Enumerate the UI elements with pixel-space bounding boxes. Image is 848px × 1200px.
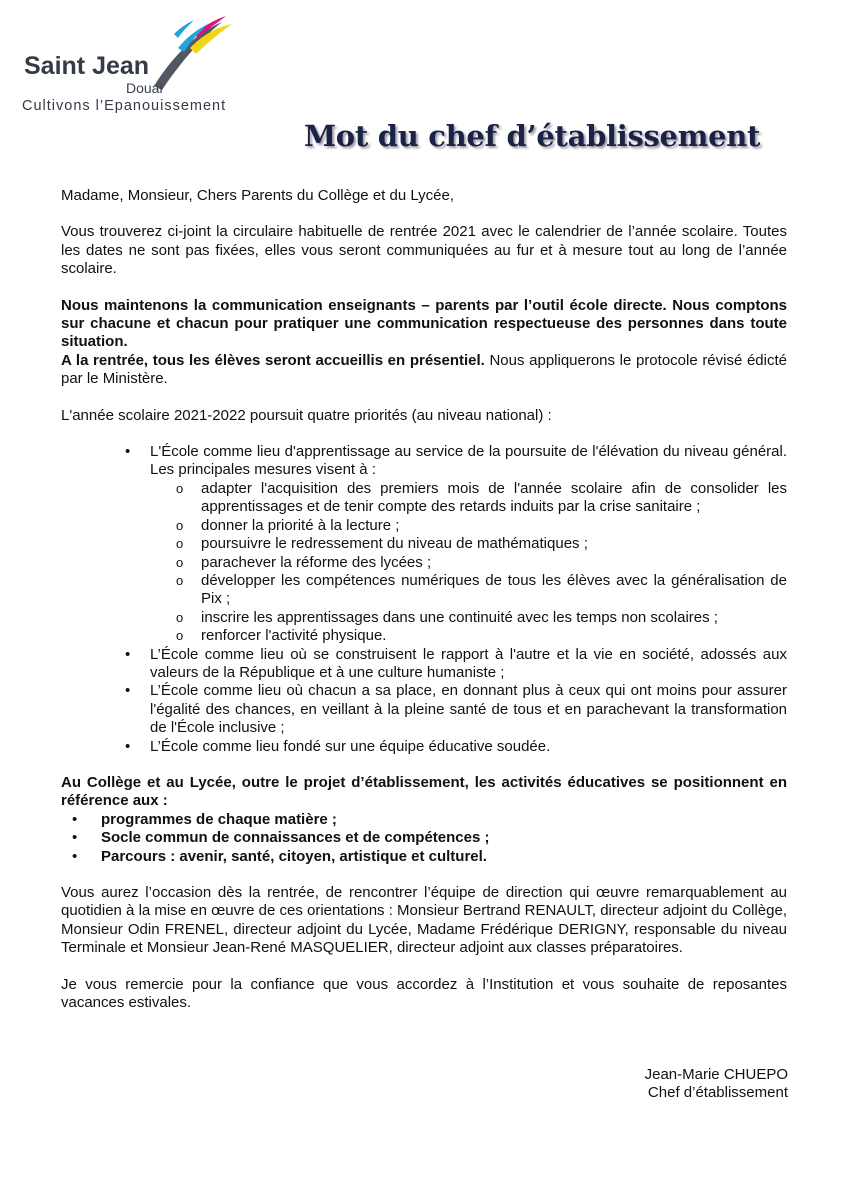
logo-tagline: Cultivons l’Epanouissement bbox=[22, 98, 227, 114]
communication-paragraph: Nous maintenons la communication enseignants – parents par l’outil école directe. Nous comptons sur chacune et chacun pour pratiquer une communication respectueuse des personnes dans toute situation. bbox=[61, 296, 787, 351]
page-title: Mot du chef d’établissement bbox=[304, 119, 761, 153]
logo-city: Douai bbox=[126, 80, 163, 96]
list-item: o développer les compétences numériques de tous les élèves avec la généralisation de Pix ; bbox=[201, 572, 787, 609]
list-item: o renforcer l'activité physique. bbox=[201, 627, 787, 645]
priorities-intro: L'année scolaire 2021-2022 poursuit quatre priorités (au niveau national) : bbox=[61, 406, 552, 424]
list-item: o poursuivre le redressement du niveau de mathématiques ; bbox=[201, 535, 787, 553]
rentree-paragraph bbox=[61, 352, 787, 389]
rentree-rest: Nous appliquerons le protocole révisé édicté par le Ministère. bbox=[61, 351, 787, 388]
direction-paragraph: Vous aurez l’occasion dès la rentrée, de rencontrer l’équipe de direction qui œuvre remarquablement au quotidien à la mise en œuvre de ces orientations : Monsieur Bertrand RENAULT, directeur adjoint du Collège, Monsieur Odin FRENEL, directeur adjoint du Lycée, Madame Frédérique DERIGNY, responsable du niveau Terminale et Monsieur Jean-René MASQUELIER, directeur adjoint aux classes préparatoires. bbox=[61, 884, 787, 957]
intro-paragraph: Vous trouverez ci-joint la circulaire habituelle de rentrée 2021 avec le calendrier de l’année scolaire. Toutes les dates ne sont pas fixées, elles vous seront communiquées au fur et à mesure tout au long de l’année scolaire. bbox=[61, 223, 787, 278]
list-item: • Parcours : avenir, santé, citoyen, artistique et culturel. bbox=[101, 848, 787, 866]
list-item: • L’École comme lieu où chacun a sa place, en donnant plus à ceux qui ont moins pour assurer l'égalité des chances, en veillant à la pleine santé de tous et en parachevant la transformation de l'École inclusive ; bbox=[150, 682, 787, 737]
list-item: o inscrire les apprentissages dans une continuité avec les temps non scolaires ; bbox=[201, 609, 787, 627]
priority-1-sublist bbox=[150, 480, 787, 646]
closing-paragraph: Je vous remercie pour la confiance que vous accordez à l’Institution et vous souhaite de reposantes vacances estivales. bbox=[61, 975, 787, 1012]
list-item: o donner la priorité à la lecture ; bbox=[201, 517, 787, 535]
signature-name: Jean-Marie CHUEPO bbox=[644, 1066, 788, 1083]
rentree-bold: A la rentrée, tous les élèves seront accueillis en présentiel. bbox=[61, 351, 485, 369]
signature-block bbox=[645, 1066, 788, 1103]
list-item: • L’École comme lieu où se construisent le rapport à l'autre et la vie en société, adossés aux valeurs de la République et à une culture humaniste ; bbox=[150, 646, 787, 683]
greeting: Madame, Monsieur, Chers Parents du Collège et du Lycée, bbox=[61, 187, 454, 204]
school-logo bbox=[16, 14, 246, 124]
letter-body bbox=[61, 187, 787, 1012]
list-item: • Socle commun de connaissances et de compétences ; bbox=[101, 829, 787, 847]
logo-name: Saint Jean bbox=[24, 52, 150, 80]
list-item: o parachever la réforme des lycées ; bbox=[201, 554, 787, 572]
priorities-list bbox=[61, 443, 787, 756]
signature-role: Chef d’établissement bbox=[647, 1084, 788, 1102]
priority-1: L'École comme lieu d'apprentissage au service de la poursuite de l'élévation du niveau général. Les principales mesures visent à : bbox=[150, 443, 787, 479]
list-item: • programmes de chaque matière ; bbox=[101, 811, 787, 829]
list-item: o adapter l'acquisition des premiers mois de l'année scolaire afin de consolider les apprentissages et de tenir compte des retards induits par la crise sanitaire ; bbox=[201, 480, 787, 517]
projet-list bbox=[61, 811, 787, 866]
projet-intro: Au Collège et au Lycée, outre le projet d’établissement, les activités éducatives se positionnent en référence aux : bbox=[61, 773, 787, 810]
list-item: • L’École comme lieu fondé sur une équipe éducative soudée. bbox=[150, 738, 787, 756]
list-item bbox=[150, 443, 787, 645]
